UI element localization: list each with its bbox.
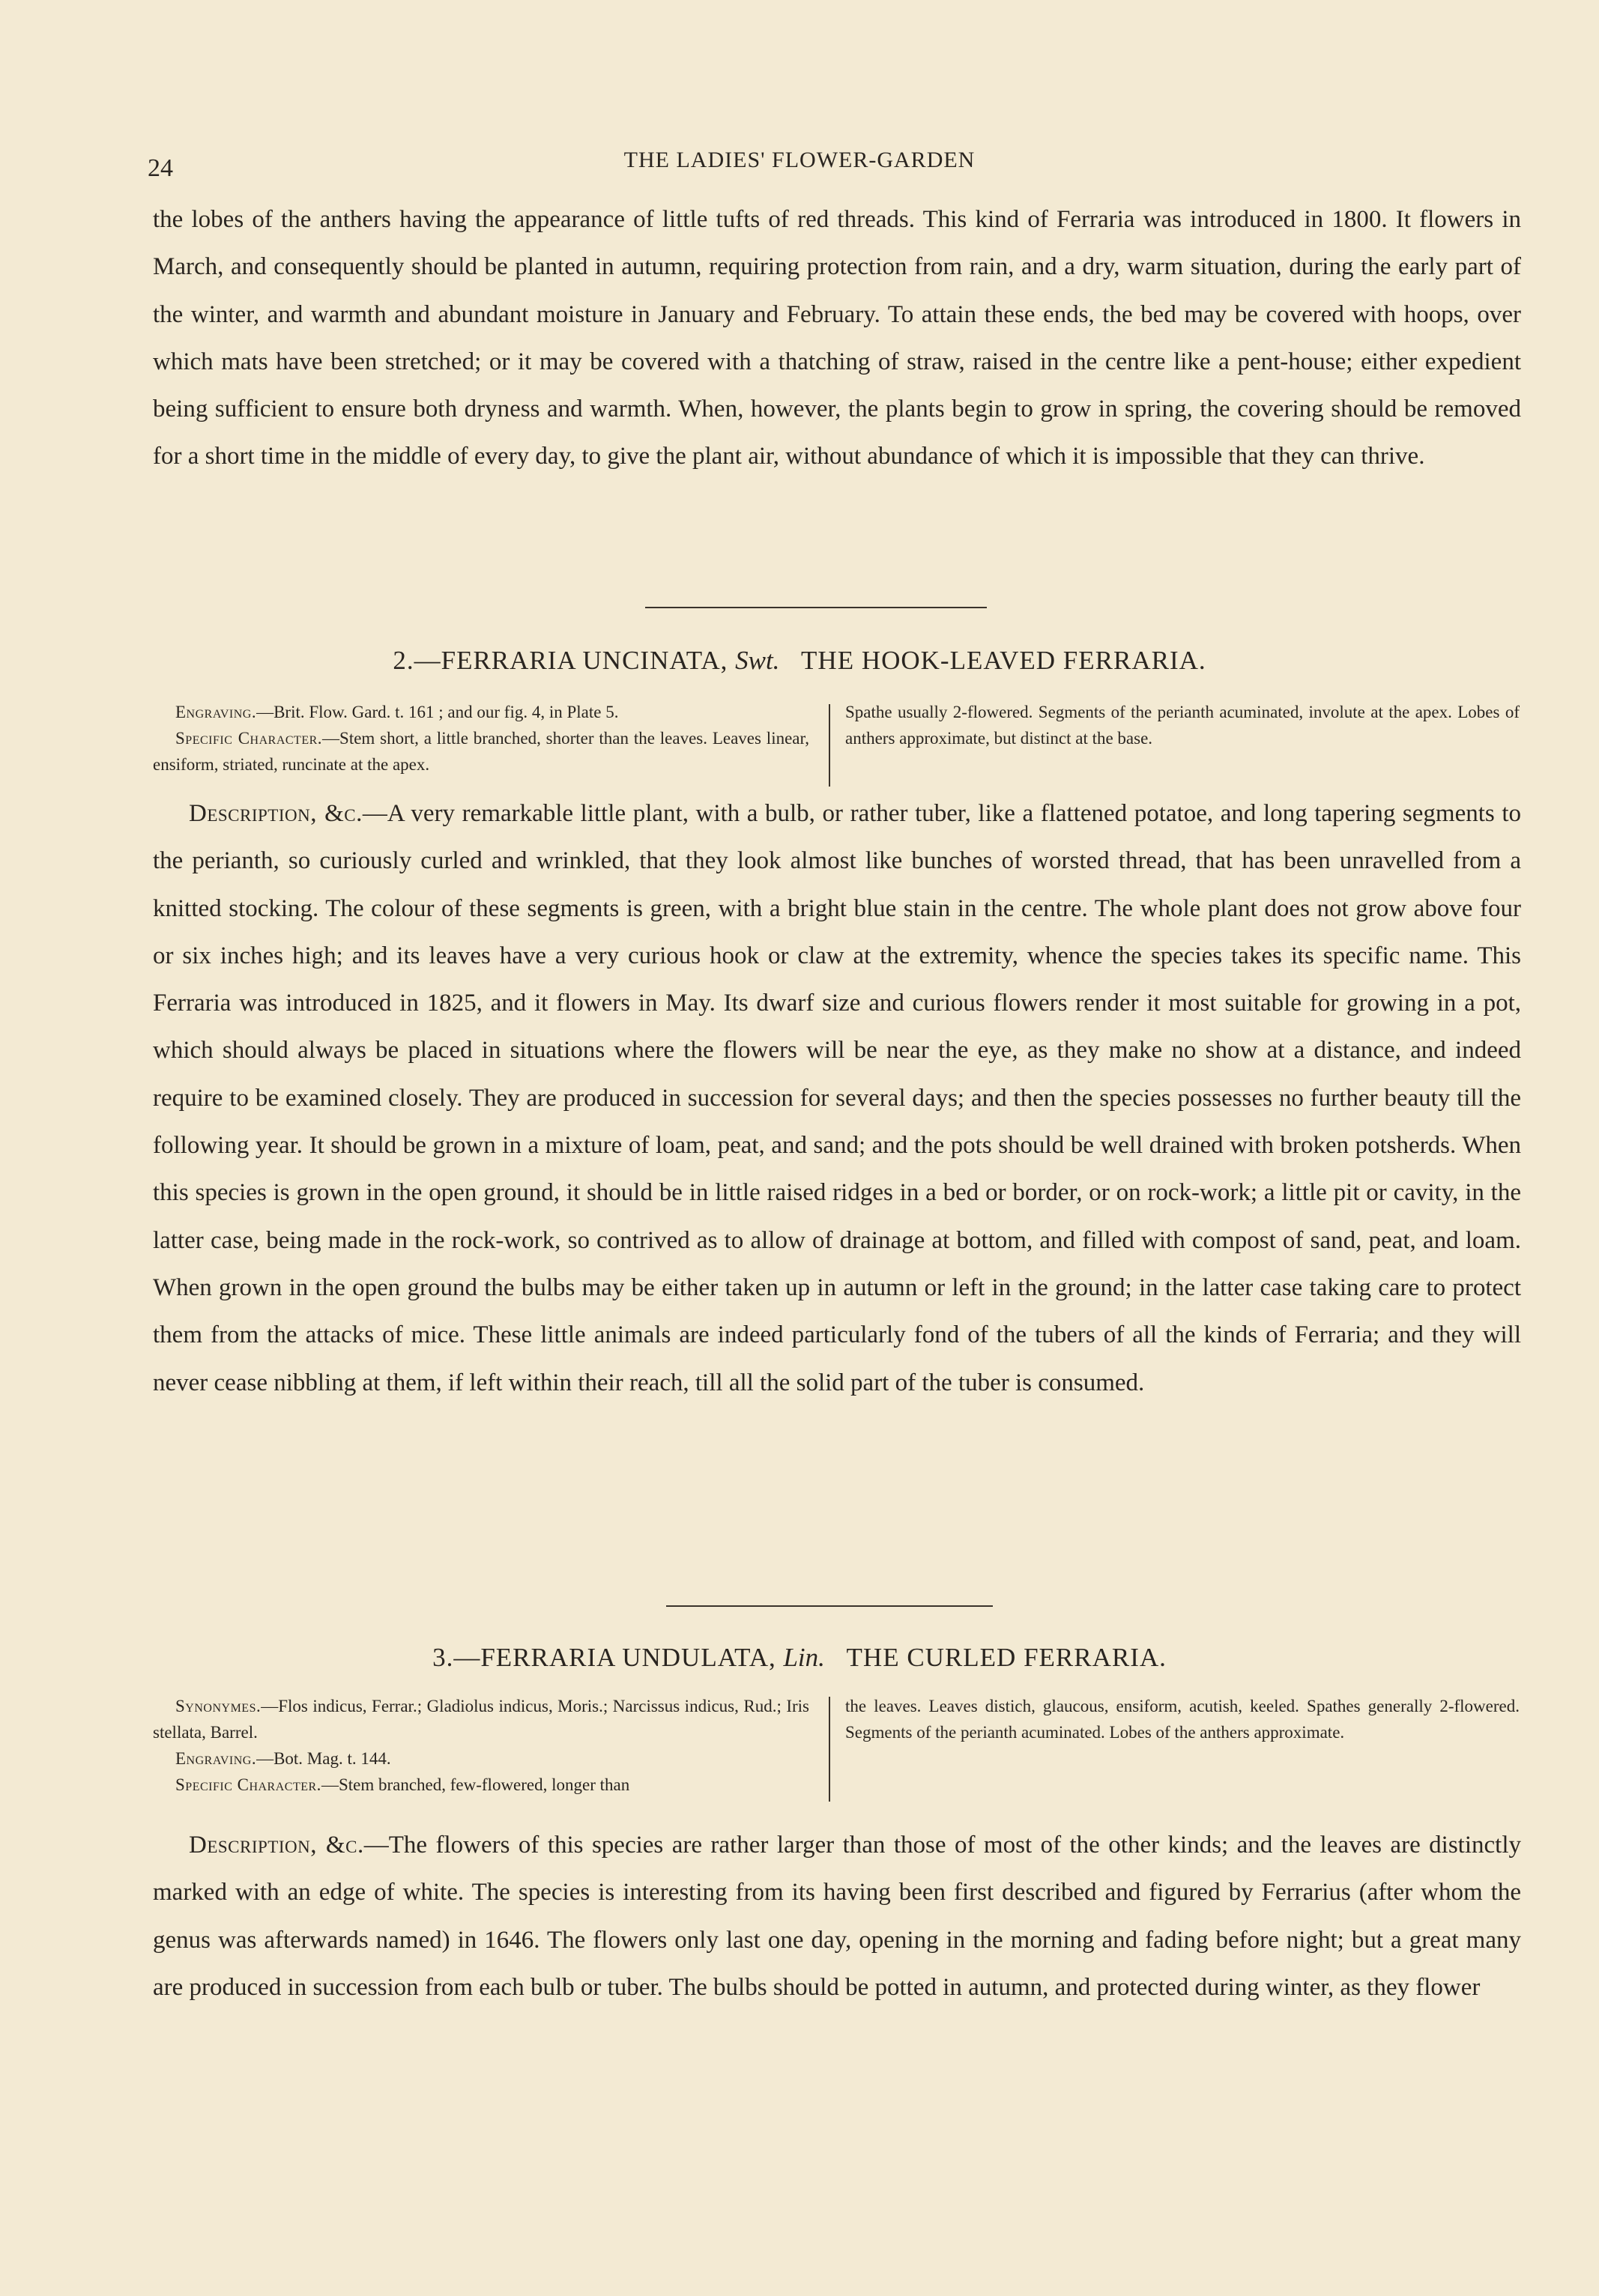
species-2-description	[153, 790, 1521, 1407]
species-2-specific-label: Specific Character.	[175, 729, 323, 748]
species-3-column-divider	[829, 1697, 830, 1802]
species-2-column-divider	[829, 704, 830, 787]
species-3-engraving-text: —Bot. Mag. t. 144.	[256, 1749, 391, 1768]
species-2-specific-character	[153, 725, 809, 778]
species-2-number: 2.—FERRARIA UNCINATA,	[393, 646, 728, 675]
species-3-engraving-label: Engraving.	[175, 1749, 257, 1768]
species-3-right-column	[845, 1693, 1520, 1745]
species-3-synonyms	[153, 1693, 809, 1745]
species-3-common-name: THE CURLED FERRARIA.	[846, 1643, 1167, 1672]
species-2-description-body: —A very remarkable little plant, with a bulb, or rather tuber, like a flattened potatoe, and long tapering segments to the perianth, so curiously curled and wrinkled, that they look almost like bunches of worsted thread, that has been unravelled from a knitted stocking. The colour of these segments is green, with a bright blue stain in the centre. The whole plant does not grow above four or six inches high; and its leaves have a very curious hook or claw at the extremity, whence the species takes its specific name. This Ferraria was introduced in 1825, and it flowers in May. Its dwarf size and curious flowers render it most suitable for growing in a pot, which should always be placed in situations where the flowers will be near the eye, as they make no show at a distance, and indeed require to be examined closely. They are produced in succession for several days; and then the species possesses no further beauty till the following year. It should be grown in a mixture of loam, peat, and sand; and the pots should be well drained with broken potsherds. When this species is grown in the open ground, it should be in little raised ridges in a bed or border, or on rock-work; a little pit or cavity, in the latter case, being made in the rock-work, so contrived as to allow of drainage at bottom, and filled with compost of sand, peat, and loam. When grown in the open ground the bulbs may be either taken up in autumn or left in the ground; in the latter case taking care to protect them from the attacks of mice. These little animals are indeed particularly fond of the tubers of all the kinds of Ferraria; and they will never cease nibbling at them, if left within their reach, till all the solid part of the tuber is consumed.	[153, 800, 1521, 1396]
species-2-engraving-text: —Brit. Flow. Gard. t. 161 ; and our fig. 4, in Plate 5.	[256, 703, 619, 721]
species-3-description-text	[153, 1822, 1521, 2011]
species-3-left-column	[153, 1693, 809, 1798]
species-2-description-text	[153, 790, 1521, 1407]
species-3-author: Lin.	[783, 1643, 825, 1672]
intro-paragraph	[153, 196, 1521, 481]
species-3-description	[153, 1822, 1521, 2011]
species-2-author: Swt.	[735, 646, 780, 675]
species-2-common-name: THE HOOK-LEAVED FERRARIA.	[801, 646, 1206, 675]
species-3-description-body: —The flowers of this species are rather larger than those of most of the other kinds; and the leaves are distinctly marked with an edge of white. The species is interesting from its having been first described and figured by Ferrarius (after whom the genus was afterwards named) in 1646. The flowers only last one day, opening in the morning and fading before night; but a great many are produced in succession from each bulb or tuber. The bulbs should be potted in autumn, and protected during winter, as they flower	[153, 1832, 1521, 2001]
species-3-synonyms-label: Synonymes.	[175, 1697, 262, 1715]
page-number: 24	[148, 154, 173, 182]
species-2-engraving	[153, 699, 809, 725]
species-3-heading	[0, 1643, 1599, 1673]
section-divider-1	[645, 607, 987, 608]
species-3-specific-character	[153, 1772, 809, 1798]
section-divider-2	[666, 1605, 993, 1607]
species-2-heading	[0, 646, 1599, 676]
species-3-right-text: the leaves. Leaves distich, glaucous, ensiform, acutish, keeled. Spathes generally 2-flowered. Segments of the perianth acuminated. Lobes of the anthers approximate.	[845, 1697, 1520, 1742]
species-2-specific-text: —Stem short, a little branched, shorter than the leaves. Leaves linear, ensiform, striated, runcinate at the apex.	[153, 729, 809, 774]
species-3-number: 3.—FERRARIA UNDULATA,	[432, 1643, 776, 1672]
intro-paragraph-text: the lobes of the anthers having the appearance of little tufts of red threads. This kind of Ferraria was introduced in 1800. It flowers in March, and consequently should be planted in autumn, requiring protection from rain, and a dry, warm situation, during the early part of the winter, and warmth and abundant moisture in January and February. To attain these ends, the bed may be covered with hoops, over which mats have been stretched; or it may be covered with a thatching of straw, raised in the centre like a pent-house; either expedient being sufficient to ensure both dryness and warmth. When, however, the plants begin to grow in spring, the covering should be removed for a short time in the middle of every day, to give the plant air, without abundance of which it is impossible that they can thrive.	[153, 206, 1521, 470]
species-3-synonyms-text: —Flos indicus, Ferrar.; Gladiolus indicus, Moris.; Narcissus indicus, Rud.; Iris stellata, Barrel.	[153, 1697, 809, 1742]
running-title: THE LADIES' FLOWER-GARDEN	[623, 148, 976, 172]
species-2-left-column	[153, 699, 809, 778]
species-2-engraving-label: Engraving.	[175, 703, 257, 721]
species-3-specific-text: —Stem branched, few-flowered, longer than	[321, 1775, 630, 1794]
species-3-description-label: Description, &c.	[189, 1832, 364, 1859]
species-2-description-label: Description, &c.	[189, 800, 363, 827]
species-2-right-column	[845, 699, 1520, 751]
species-3-engraving	[153, 1745, 809, 1772]
species-3-specific-label: Specific Character.	[175, 1775, 321, 1794]
species-2-right-text: Spathe usually 2-flowered. Segments of the perianth acuminated, involute at the apex. Lobes of anthers approximate, but distinct at the base.	[845, 703, 1520, 748]
